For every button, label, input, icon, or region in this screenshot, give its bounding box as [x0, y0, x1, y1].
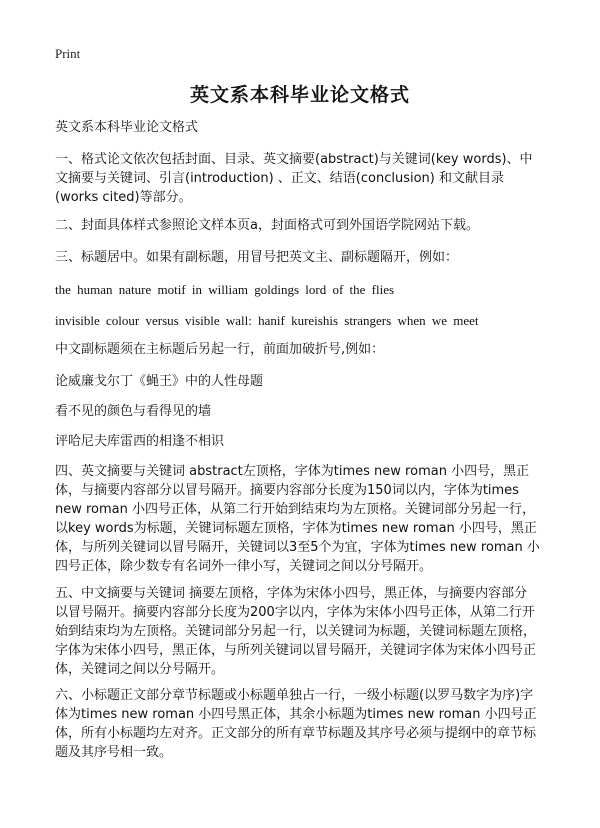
paragraph-1: 一、格式论文依次包括封面、目录、英文摘要(abstract)与关键词(key words)、中文摘要与关键词、引言(introduction) 、正文、结语(conclusion) 和文献目录(works cited)等部分。	[55, 152, 533, 205]
chinese-title-example-3: 评哈尼夫库雷西的相逢不相识	[55, 434, 225, 449]
document-subtitle: 英文系本科毕业论文格式	[55, 120, 199, 135]
english-title-example-1: the human nature motif in william goldings lord of the flies	[55, 282, 395, 297]
chinese-title-example-2: 看不见的颜色与看得见的墙	[55, 404, 212, 419]
print-label: Print	[55, 46, 81, 61]
english-title-example-2: invisible colour versus visible wall: hanif kureishis strangers when we meet	[55, 313, 479, 328]
paragraph-2: 二、封面具体样式参照论文样本页a，封面格式可到外国语学院网站下载。	[55, 218, 479, 233]
paragraph-5: 四、英文摘要与关键词 abstract左顶格，字体为times new roman 小四号，黑正体，与摘要内容部分以冒号隔开。摘要内容部分长度为150词以内，字体为times new roman 小四号正体，从第二行开始到结束均为左顶格。关键词部分另起一行，以key words为标题，关键词标题左顶格，字体为times new roman 小四号，黑正体，与所列关键词以冒号隔开，关键词以3至5个为宜，字体为times new roman 小四号正体，除少数专有名词外一律小写，关键词之间以分号隔开。	[55, 464, 540, 574]
paragraph-7: 六、小标题正文部分章节标题或小标题单独占一行，一级小标题(以罗马数字为序)字体为times new roman 小四号黑正体，其余小标题为times new roman 小四号正体，所有小标题均左对齐。正文部分的所有章节标题及其序号必须与提纲中的章节标题及其序号相一致。	[55, 688, 537, 760]
paragraph-3: 三、标题居中。如果有副标题，用冒号把英文主、副标题隔开，例如：	[55, 250, 459, 265]
paragraph-4: 中文副标题须在主标题后另起一行，前面加破折号,例如：	[55, 342, 385, 357]
document-title: 英文系本科毕业论文格式	[189, 84, 410, 106]
paragraph-6: 五、中文摘要与关键词 摘要左顶格，字体为宋体小四号，黑正体，与摘要内容部分以冒号隔开。摘要内容部分长度为200字以内，字体为宋体小四号正体，从第二行开始到结束均为左顶格。关键词部分另起一行，以关键词为标题，关键词标题左顶格，字体为宋体小四号，黑正体，与所列关键词以冒号隔开，关键词字体为宋体小四号正体，关键词之间以分号隔开。	[55, 586, 537, 677]
chinese-title-example-1: 论威廉戈尔丁《蝇王》中的人性母题	[55, 374, 264, 389]
